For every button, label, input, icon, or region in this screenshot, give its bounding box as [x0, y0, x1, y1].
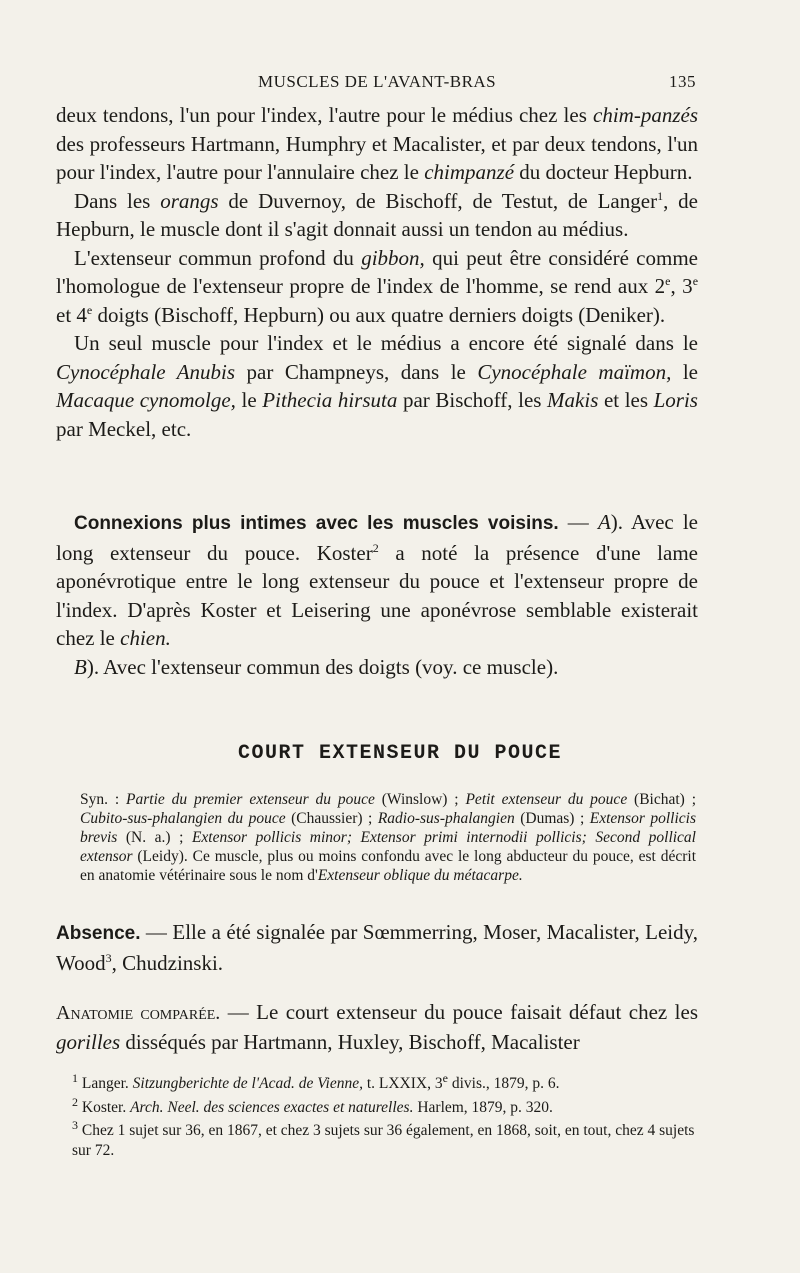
paragraph-absence [56, 918, 698, 977]
text-run: divis., 1879, p. 6. [447, 1075, 560, 1092]
superscript: 1 [657, 188, 664, 203]
section-title: COURT EXTENSEUR DU POUCE [237, 742, 563, 765]
superscript: 1 [72, 1070, 78, 1085]
text-run: (N. a.) ; [117, 829, 192, 846]
footnote-3 [72, 1117, 696, 1160]
text-run: , de Hepburn, le muscle dont il s'agit donnait aussi un tendon au médius. [56, 188, 698, 241]
text-run: et 4 [56, 302, 87, 327]
superscript: 3 [72, 1117, 78, 1132]
text-run: deux tendons, l'un pour l'index, l'autre pour le médius chez les [56, 103, 594, 127]
paragraph-orangs [56, 187, 698, 244]
text-run: par Champneys, dans le [235, 359, 478, 384]
text-run: Dans les [74, 188, 161, 213]
footnote-2 [72, 1094, 696, 1118]
paragraph-chimpanzes [56, 101, 698, 187]
text-run: ). Avec le long extenseur du pouce. Koster [56, 510, 698, 565]
italic-run: Partie du premier extenseur du pouce [126, 791, 375, 808]
text-run: Un seul muscle pour l'index et le médius a encore été signalé dans le [74, 331, 698, 355]
absence-block [56, 918, 698, 977]
italic-run: Cynocéphale maïmon, [477, 359, 672, 384]
italic-run: Sitzungberichte de l'Acad. de Vienne, [132, 1075, 363, 1092]
italic-run: Pithecia hirsuta [262, 388, 398, 412]
italic-run: gibbon, [361, 245, 425, 270]
text-run: Chez 1 sujet sur 36, en 1867, et chez 3 sujets sur 36 également, en 1868, soit, en tout, chez 4 sujets sur 72. [72, 1122, 695, 1159]
text-run: et les [598, 388, 654, 412]
italic-run: Radio-sus-phalangien [377, 810, 515, 827]
italic-run: gorilles [56, 1029, 121, 1054]
text-run: (Leidy). Ce muscle, plus ou moins confondu avec le long abducteur du pouce, est décrit en anatomie vétérinaire sous le nom d' [80, 848, 696, 884]
footnotes [72, 1070, 696, 1160]
paragraph-extenseur-commun [56, 653, 698, 682]
superscript: 3 [105, 950, 112, 965]
paragraph-gibbon [56, 244, 698, 330]
italic-run: Cubito-sus-phalangien du pouce [80, 810, 286, 827]
text-run: (Chaussier) ; [285, 810, 378, 827]
text-run: doigts (Bischoff, Hepburn) ou aux quatre derniers doigts (Deniker). [92, 302, 666, 327]
text-run: — Elle a été signalée par Sœmmerring, Moser, Macalister, Leidy, Wood [56, 920, 698, 975]
italic-run: Petit extenseur du pouce [465, 791, 628, 808]
italic-run: orangs [160, 188, 219, 213]
text-run: qui peut être considéré comme l'homologue de l'extenseur propre de l'index de l'homme, se rend aux 2 [56, 245, 698, 298]
text-run: (Winslow) ; [374, 791, 466, 808]
running-title: MUSCLES DE L'AVANT-BRAS [258, 72, 497, 91]
superscript: e [692, 274, 699, 288]
intro-block [56, 101, 698, 443]
text-run: — Le court extenseur du pouce faisait défaut chez les [220, 1000, 698, 1024]
italic-run: Loris [653, 388, 698, 412]
connexions-block [56, 508, 698, 681]
page-header [0, 72, 800, 96]
text-run: ). Avec l'extenseur commun des doigts (voy. ce muscle). [86, 654, 559, 679]
italic-run: Makis [547, 388, 599, 412]
text-run: par Bischoff, les [397, 388, 548, 412]
superscript: e [86, 302, 93, 317]
text-run: Langer. [78, 1075, 133, 1092]
text-run: le [235, 388, 263, 412]
synonyms-block [80, 790, 696, 885]
small-caps-run: Anatomie comparée. [56, 1002, 221, 1024]
text-run: disséqués par Hartmann, Huxley, Bischoff, Macalister [120, 1029, 580, 1054]
text-run: , 3 [670, 274, 693, 298]
text-run: du docteur Hepburn. [514, 160, 693, 184]
paragraph-cynocephale [56, 329, 698, 443]
text-run: des professeurs Hartmann, Humphry et Macalister, et par deux tendons, l'un pour l'index, l'autre pour l'annulaire chez le [56, 131, 698, 184]
text-run: Harlem, 1879, p. 320. [413, 1098, 553, 1116]
text-run: — [558, 510, 598, 534]
text-run: Syn. : [80, 791, 127, 808]
synonyms-paragraph [80, 790, 696, 885]
italic-run: Extensor pollicis minor; Extensor primi internodii pollicis; Second pollical extensor [80, 829, 696, 865]
bold-heading-run: Connexions plus intimes avec les muscles voisins. [74, 513, 559, 534]
text-run: a noté la présence d'une lame aponévrotique entre le long extenseur du pouce et l'extenseur propre de l'index. D'après Koster et Leisering une aponévrose semblable existerait chez le [56, 540, 698, 650]
text-run: par Meckel, etc. [56, 416, 192, 441]
text-run: , Chudzinski. [111, 950, 224, 975]
anatomie-block [56, 998, 698, 1056]
bold-heading-run: Absence. [56, 923, 141, 944]
italic-run: Cynocéphale Anubis [56, 359, 236, 384]
italic-run: chimpanzé [424, 160, 515, 184]
paragraph-anatomie-comparee [56, 998, 698, 1056]
superscript: e [442, 1070, 448, 1085]
paragraph-connexions [56, 508, 698, 653]
italic-run: Macaque cynomolge, [56, 388, 236, 412]
text-run: (Dumas) ; [514, 810, 590, 827]
superscript: 2 [72, 1094, 78, 1109]
italic-run: Extensor pollicis brevis [80, 810, 696, 846]
italic-run: chien. [120, 626, 171, 650]
footnote-1 [72, 1070, 696, 1094]
italic-run: Arch. Neel. des sciences exactes et naturelles. [130, 1098, 414, 1116]
superscript: 2 [372, 540, 379, 555]
italic-run: chim-panzés [593, 103, 698, 127]
text-run: (Bichat) ; [627, 791, 696, 808]
superscript: e [665, 274, 671, 288]
text-run: L'extenseur commun profond du [74, 245, 362, 270]
text-run: de Duvernoy, de Bischoff, de Testut, de Langer [218, 188, 658, 213]
italic-run: Extenseur oblique du métacarpe. [317, 867, 523, 884]
text-run: Koster. [78, 1098, 131, 1116]
page-number: 135 [669, 72, 696, 91]
italic-run: B [74, 654, 87, 679]
text-run: t. LXXIX, 3 [362, 1075, 443, 1092]
text-run: le [671, 359, 698, 384]
italic-run: A [597, 510, 611, 534]
